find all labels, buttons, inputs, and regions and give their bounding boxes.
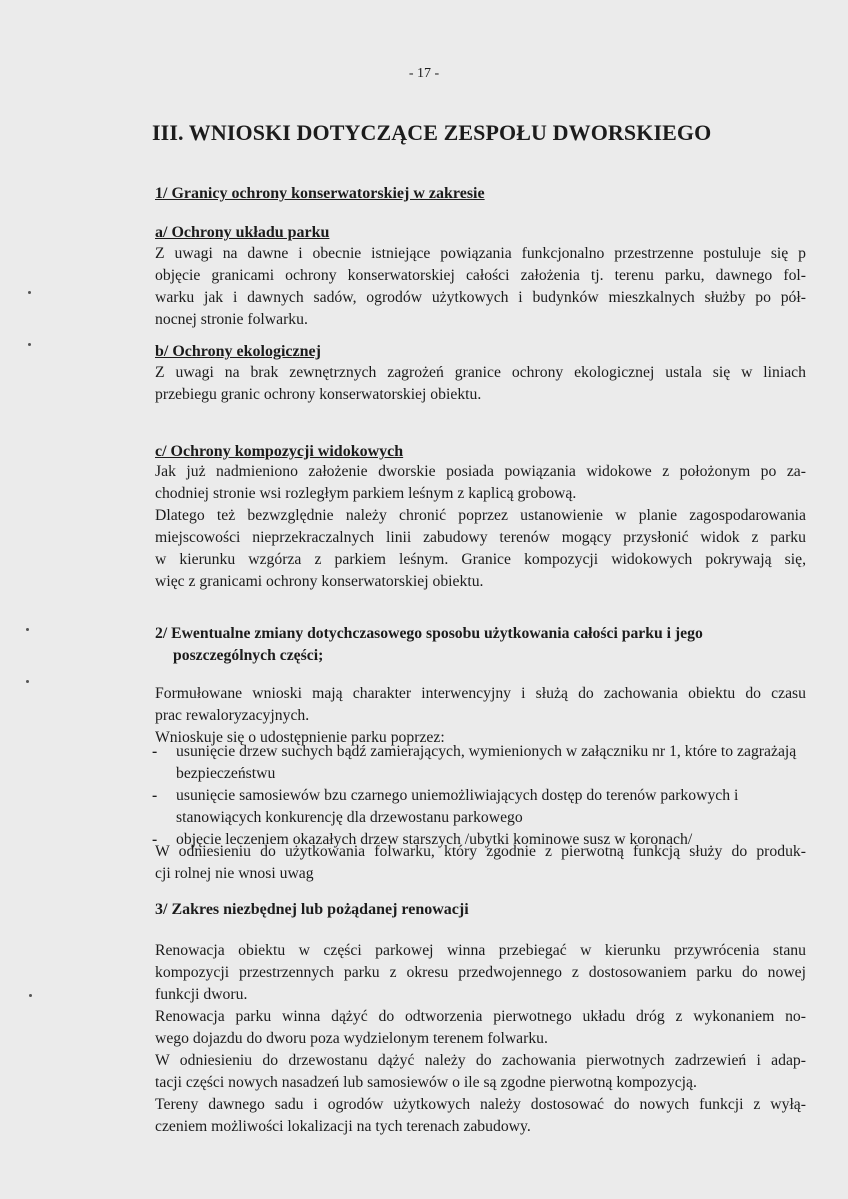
scan-dot [26,680,29,683]
chapter-title: III. WNIOSKI DOTYCZĄCE ZESPOŁU DWORSKIEGO [152,120,712,145]
paragraph-line: Wnioskuje się o udostępnienie parku poprzez: [155,729,445,746]
section-2-heading [155,623,815,667]
paragraph-line: wego dojazdu do dworu poza wydzielonym terenem folwarku. [155,1030,548,1047]
subsection-a-text [155,243,806,331]
paragraph-line: chodniej stronie wsi rozległym parkiem leśnym z kaplicą grobową. [155,485,577,502]
subsection-b-label: b/ Ochrony ekologicznej [155,343,321,360]
section-2-heading-line: 2/ Ewentualne zmiany dotychczasowego sposobu użytkowania całości parku i jego [155,625,703,642]
page-number: - 17 - [408,66,440,81]
list-item [152,785,812,829]
list-item-text: usunięcie drzew suchych bądź zamierających, wymienionych w załączniku nr 1, które to zagrażają bezpieczeństwu [176,743,797,782]
paragraph-line: Z uwagi na dawne i obecnie istniejące powiązania funkcjonalno przestrzenne postuluje się p [155,245,806,262]
subsection-c-label: c/ Ochrony kompozycji widokowych [155,443,404,460]
section-2-heading-line: poszczególnych części; [173,647,324,664]
subsection-a-heading [155,224,329,242]
paragraph-line: tacji części nowych nasadzeń lub samosiewów o ile są zgodne pierwotną kompozycją. [155,1074,697,1091]
scan-dot [28,343,31,346]
list-item-text: usunięcie samosiewów bzu czarnego uniemożliwiających dostęp do terenów parkowych i stanowiących konkurencję dla drzewostanu parkowego [176,787,739,826]
paragraph-line: więc z granicami ochrony konserwatorskiej obiektu. [155,573,484,590]
paragraph-line: Formułowane wnioski mają charakter interwencyjny i służą do zachowania obiektu do czasu [155,685,806,702]
section-2-outro [155,841,806,885]
subsection-b-heading [155,343,321,361]
paragraph-line: miejscowości nieprzekraczalnych linii zabudowy terenów mogący przysłonić widok z parku [155,529,806,546]
paragraph-line: Jak już nadmieniono założenie dworskie posiada powiązania widokowe z położonym po za- [155,463,806,480]
paragraph-line: czeniem możliwości lokalizacji na tych terenach zabudowy. [155,1118,531,1135]
paragraph-line: prac rewaloryzacyjnych. [155,707,310,724]
scan-dot [26,628,29,631]
paragraph-line: W odniesieniu do drzewostanu dążyć należy do zachowania pierwotnych zadrzewień i adap- [155,1052,806,1069]
bullet-marker: - [152,743,158,760]
paragraph-line: warku jak i dawnych sadów, ogrodów użytkowych i budynków mieszkalnych służby po pół- [155,289,806,306]
subsection-b-text [155,362,806,406]
scan-dot [29,994,32,997]
list-item [152,741,812,785]
subsection-c-heading [155,443,403,461]
scan-dot [28,291,31,294]
paragraph-line: Renowacja obiektu w części parkowej winna przebiegać w kierunku przywrócenia stanu [155,942,806,959]
section-3-heading: 3/ Zakres niezbędnej lub pożądanej renowacji [155,901,469,918]
paragraph-line: Renowacja parku winna dążyć do odtworzenia pierwotnego układu dróg z wykonaniem no- [155,1008,806,1025]
paragraph-line: funkcji dworu. [155,986,248,1003]
section-3-text [155,940,806,1138]
paragraph-line: W odniesieniu do użytkowania folwarku, który zgodnie z pierwotną funkcją służy do produk- [155,843,806,860]
paragraph-line: cji rolnej nie wnosi uwag [155,865,314,882]
paragraph-line: w kierunku wzgórza z parkiem leśnym. Granice kompozycji widokowych pokrywają się, [155,551,806,568]
subsection-a-label: a/ Ochrony układu parku [155,224,330,241]
bullet-marker: - [152,831,158,848]
paragraph-line: nocnej stronie folwarku. [155,311,308,328]
paragraph-line: przebiegu granic ochrony konserwatorskiej obiektu. [155,386,482,403]
list-item-text: objęcie leczeniem okazałych drzew starszych /ubytki kominowe susz w koronach/ [176,831,693,848]
section-2-bullet-list [152,741,812,851]
section-1-heading: 1/ Granicy ochrony konserwatorskiej w zakresie [155,185,485,202]
bullet-marker: - [152,787,158,804]
paragraph-line: Dlatego też bezwzględnie należy chronić poprzez ustanowienie w planie zagospodarowania [155,507,806,524]
paragraph-line: kompozycji przestrzennych parku z okresu przedwojennego z dostosowaniem parku do nowej [155,964,806,981]
paragraph-line: Z uwagi na brak zewnętrznych zagrożeń granice ochrony ekologicznej ustala się w liniach [155,364,806,381]
section-2-intro [155,683,806,749]
paragraph-line: objęcie granicami ochrony konserwatorskiej całości założenia tj. terenu parku, dawnego fol- [155,267,806,284]
subsection-c-text [155,461,806,593]
paragraph-line: Tereny dawnego sadu i ogrodów użytkowych należy dostosować do nowych funkcji z wyłą- [155,1096,806,1113]
